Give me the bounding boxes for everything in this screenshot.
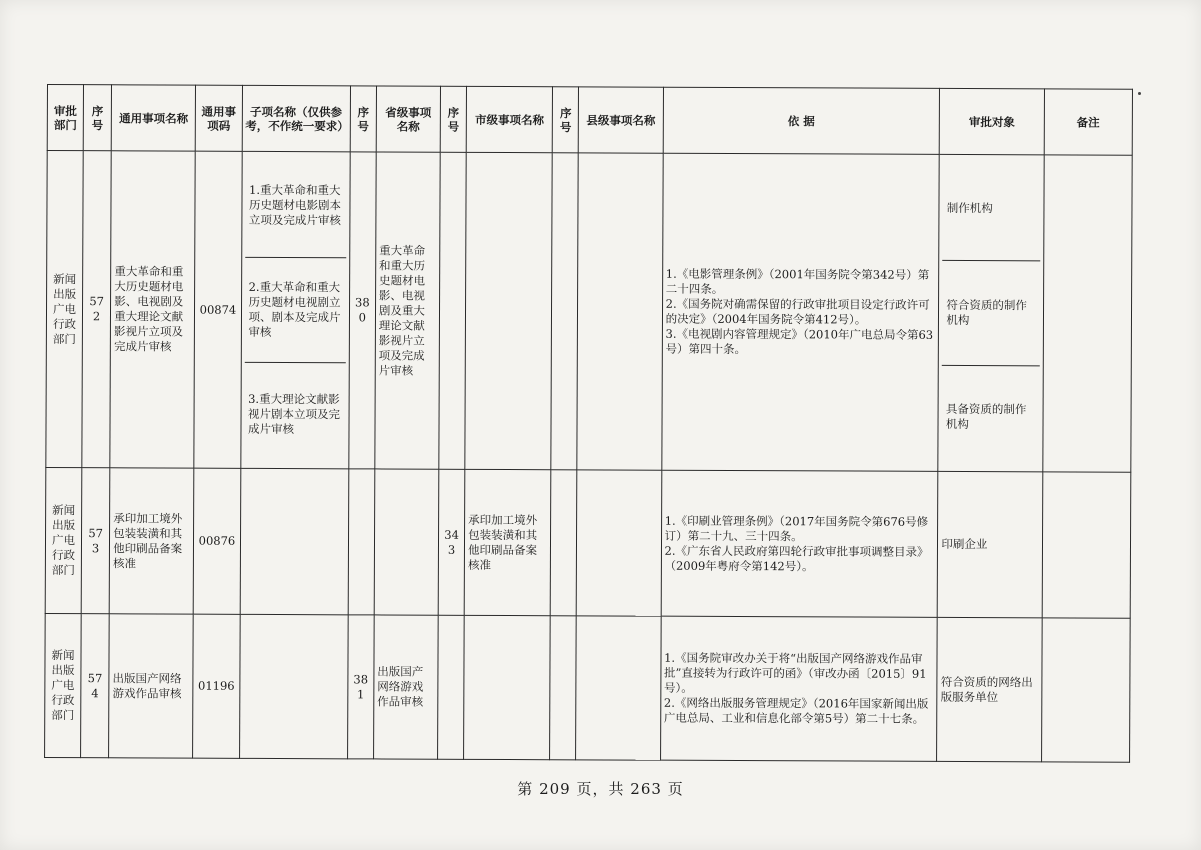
county-name-cell xyxy=(577,470,662,616)
item-name-cell: 重大革命和重大历史题材电影、电视剧及重大理论文献影视片立项及完成片审核 xyxy=(110,151,196,468)
item-name-cell: 出版国产网络游戏作品审核 xyxy=(109,614,194,758)
header-row xyxy=(47,85,1132,156)
dept-cell: 新闻出版广电行政部门 xyxy=(46,151,83,468)
seq4-cell xyxy=(551,470,578,616)
header-seq3: 序号 xyxy=(440,86,466,152)
code-cell: 00874 xyxy=(194,151,242,468)
sub-items-cell xyxy=(240,468,349,614)
header-dept: 审批部门 xyxy=(47,85,83,151)
target-item: 制作机构 xyxy=(946,201,993,216)
dept-cell: 新闻出版广电行政部门 xyxy=(45,467,82,613)
header-basis: 依 据 xyxy=(663,87,940,154)
remark-cell xyxy=(1041,618,1130,762)
basis-line: 2.《国务院对确需保留的行政审批项目设定行政许可的决定》（2004年国务院令第412号）。 xyxy=(665,296,930,327)
table-row xyxy=(46,151,1132,473)
approval-items-table xyxy=(44,84,1133,763)
target-item: 具备资质的制作机构 xyxy=(942,365,1040,470)
header-sub-name: 子项名称（仅供参考，不作统一要求） xyxy=(242,85,351,151)
basis-line: 2.《广东省人民政府第四轮行政审批事项调整目录》（2009年粤府令第142号）。 xyxy=(664,543,929,573)
sub-items-cell xyxy=(240,151,350,468)
target-cell: 符合资质的网络出版服务单位 xyxy=(937,617,1042,761)
target-cell: 印刷企业 xyxy=(938,471,1043,617)
remark-cell xyxy=(1042,155,1132,472)
sub-items-cell xyxy=(239,614,348,758)
seq3-cell xyxy=(439,152,466,469)
basis-line: 2.《网络出版服务管理规定》（2016年国家新闻出版广电总局、工业和信息化部令第5号）第二十七条。 xyxy=(663,695,929,726)
sub-item: 3.重大理论文献影视片剧本立项及完成片审核 xyxy=(244,362,346,467)
table-row xyxy=(45,613,1131,762)
header-county-name: 县级事项名称 xyxy=(579,87,664,153)
table-row xyxy=(45,467,1131,618)
basis-cell xyxy=(661,153,939,471)
city-name-cell xyxy=(464,615,551,759)
header-target: 审批对象 xyxy=(940,88,1045,154)
target-item: 符合资质的制作机构 xyxy=(942,260,1040,365)
seq-cell: 574 xyxy=(81,614,110,758)
code-cell: 01196 xyxy=(193,614,240,758)
basis-line: 1.《电影管理条例》（2001年国务院令第342号）第二十四条。 xyxy=(665,266,930,296)
prov-name-cell: 重大革命和重大历史题材电影、电视剧及重大理论文献影视片立项及完成片审核 xyxy=(375,152,441,469)
prov-name-cell: 出版国产网络游戏作品审核 xyxy=(373,615,438,759)
seq2-cell: 381 xyxy=(347,615,374,759)
footer-prefix: 第 xyxy=(517,780,534,798)
seq-cell: 572 xyxy=(82,151,111,468)
seq2-cell: 380 xyxy=(349,152,376,469)
county-name-cell xyxy=(576,616,661,760)
basis-cell xyxy=(661,470,938,617)
footer-middle: 页，共 xyxy=(576,780,625,798)
basis-line: 3.《电视剧内容管理规定》（2010年广电总局令第63号）第四十条。 xyxy=(665,326,934,357)
seq-cell: 573 xyxy=(81,468,110,614)
seq4-cell xyxy=(550,616,577,760)
targets-cell xyxy=(938,154,1044,471)
header-code: 通用事项码 xyxy=(196,85,242,151)
remark-cell xyxy=(1042,472,1131,618)
scan-speck xyxy=(1138,92,1141,95)
county-name-cell xyxy=(577,153,663,470)
footer-page-number: 209 xyxy=(539,780,571,798)
prov-name-cell xyxy=(374,469,439,615)
city-name-cell: 承印加工境外包装装潢和其他印刷品备案核准 xyxy=(464,469,551,615)
header-remark: 备注 xyxy=(1044,89,1133,155)
seq4-cell xyxy=(551,153,578,470)
seq3-cell: 343 xyxy=(438,469,465,615)
header-seq: 序号 xyxy=(83,85,111,151)
header-seq4: 序号 xyxy=(553,87,579,153)
basis-line: 1.《国务院审改办关于将“出版国产网络游戏作品审批”直接转为行政许可的函》（审改办函〔2015〕91号）。 xyxy=(663,650,927,695)
header-item-name: 通用事项名称 xyxy=(111,85,196,151)
footer-total-pages: 263 xyxy=(630,780,662,798)
header-city-name: 市级事项名称 xyxy=(466,86,553,152)
sub-item: 1.重大革命和重大历史题材电影剧本立项及完成片审核 xyxy=(248,183,342,228)
city-name-cell xyxy=(465,152,553,469)
basis-line: 1.《印刷业管理条例》（2017年国务院令第676号修订）第二十九、三十四条。 xyxy=(664,513,929,543)
item-name-cell: 承印加工境外包装装潢和其他印刷品备案核准 xyxy=(109,468,194,614)
seq2-cell xyxy=(348,469,375,615)
sub-item: 2.重大革命和重大历史题材电视剧立项、剧本及完成片审核 xyxy=(244,257,346,362)
header-prov-name: 省级事项名称 xyxy=(376,86,440,152)
page-footer xyxy=(0,778,1201,799)
dept-cell: 新闻出版广电行政部门 xyxy=(45,613,82,757)
footer-suffix: 页 xyxy=(667,780,684,798)
code-cell: 00876 xyxy=(194,468,241,614)
seq3-cell xyxy=(438,615,465,759)
basis-cell xyxy=(660,616,937,761)
header-seq2: 序号 xyxy=(350,86,376,152)
